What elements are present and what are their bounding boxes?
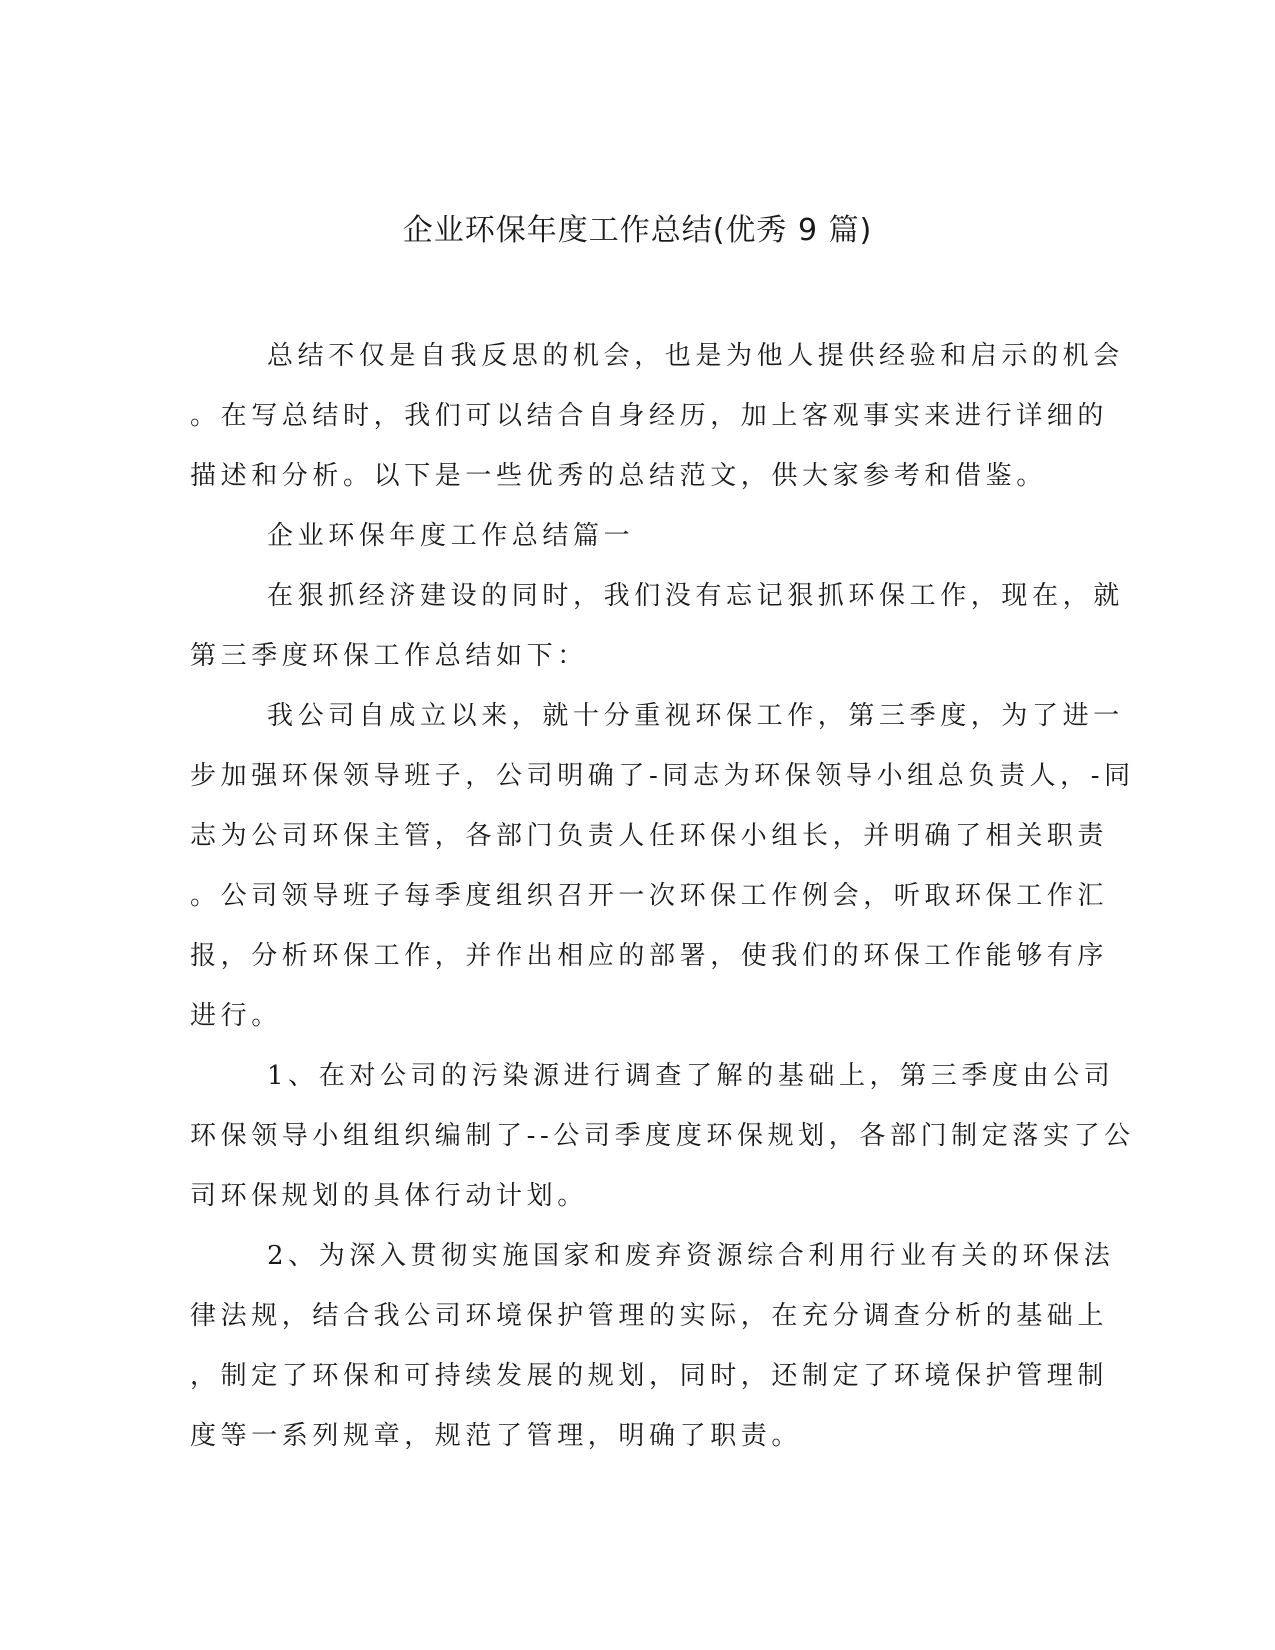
text-line: 在狠抓经济建设的同时，我们没有忘记狠抓环保工作，现在，就 <box>267 581 1124 611</box>
text-line: 度等一系列规章，规范了管理，明确了职责。 <box>190 1421 803 1451</box>
text-line: ，制定了环保和可持续发展的规划，同时，还制定了环境保护管理制 <box>190 1361 1109 1391</box>
text-line: 环保领导小组组织编制了--公司季度度环保规划，各部门制定落实了公 <box>190 1121 1135 1151</box>
text-line: 。在写总结时，我们可以结合自身经历，加上客观事实来进行详细的 <box>190 401 1109 431</box>
text-line: 司环保规划的具体行动计划。 <box>190 1181 588 1211</box>
text-line: 步加强环保领导班子，公司明确了-同志为环保领导小组总负责人，-同 <box>190 761 1135 791</box>
text-line: 2、为深入贯彻实施国家和废弃资源综合利用行业有关的环保法 <box>267 1241 1115 1271</box>
text-line: 。公司领导班子每季度组织召开一次环保工作例会，听取环保工作汇 <box>190 881 1109 911</box>
text-line: 描述和分析。以下是一些优秀的总结范文，供大家参考和借鉴。 <box>190 461 1047 491</box>
text-line: 第三季度环保工作总结如下： <box>190 641 588 671</box>
text-line: 志为公司环保主管，各部门负责人任环保小组长，并明确了相关职责 <box>190 821 1109 851</box>
text-line: 1、在对公司的污染源进行调查了解的基础上，第三季度由公司 <box>267 1061 1115 1091</box>
document-body <box>190 326 1135 1466</box>
section-heading: 企业环保年度工作总结篇一 <box>267 521 635 551</box>
text-line: 进行。 <box>190 1001 282 1031</box>
text-line: 律法规，结合我公司环境保护管理的实际，在充分调查分析的基础上 <box>190 1301 1109 1331</box>
text-line: 我公司自成立以来，就十分重视环保工作，第三季度，为了进一 <box>267 701 1124 731</box>
document-title: 企业环保年度工作总结(优秀 9 篇) <box>402 213 873 248</box>
text-line: 总结不仅是自我反思的机会，也是为他人提供经验和启示的机会 <box>267 341 1124 371</box>
text-line: 报，分析环保工作，并作出相应的部署，使我们的环保工作能够有序 <box>190 941 1109 971</box>
